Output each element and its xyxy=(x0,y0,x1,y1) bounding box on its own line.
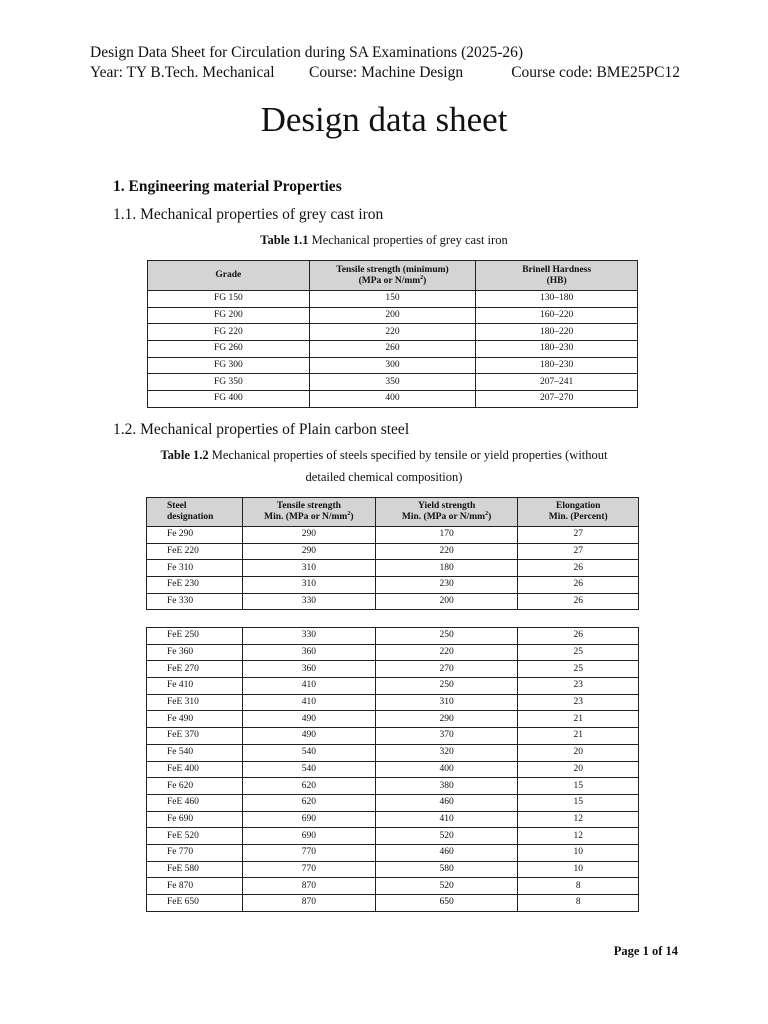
table-1-2-caption-line2: detailed chemical composition) xyxy=(305,470,463,484)
table-cell: Fe 490 xyxy=(147,711,243,728)
table-cell: 250 xyxy=(375,678,518,695)
table-row xyxy=(147,861,639,878)
table-cell: 370 xyxy=(375,728,518,745)
table-cell: 690 xyxy=(242,811,375,828)
header-tensile-label: Tensile strength xyxy=(276,501,341,511)
header-elongation-label: Elongation xyxy=(556,501,601,511)
table-row xyxy=(147,543,639,560)
table-cell: 15 xyxy=(518,778,639,795)
table-cell: FeE 400 xyxy=(147,761,243,778)
table-row xyxy=(147,895,639,912)
table-cell: Fe 870 xyxy=(147,878,243,895)
table-1-2-caption-text: Mechanical properties of steels specified by tensile or yield properties (without xyxy=(208,448,608,462)
table-cell: 410 xyxy=(375,811,518,828)
table-header-row xyxy=(147,498,639,527)
table-row xyxy=(147,761,639,778)
table-cell: Fe 540 xyxy=(147,744,243,761)
carbon-steel-table-part-2 xyxy=(146,627,639,912)
table-cell: 25 xyxy=(518,644,639,661)
header-tensile-unit-sup: 2 xyxy=(347,510,351,517)
table-cell: FG 400 xyxy=(148,391,310,408)
header-yield-strength xyxy=(375,498,518,527)
table-row xyxy=(148,357,638,374)
table-cell: 25 xyxy=(518,661,639,678)
table-cell: 180–230 xyxy=(476,341,638,358)
table-cell: 260 xyxy=(309,341,476,358)
table-row xyxy=(148,391,638,408)
header-grade xyxy=(148,261,310,291)
table-cell: 220 xyxy=(375,543,518,560)
table-row xyxy=(147,661,639,678)
table-cell: 130–180 xyxy=(476,291,638,308)
table-cell: 520 xyxy=(375,828,518,845)
table-cell: 26 xyxy=(518,560,639,577)
table-cell: 310 xyxy=(242,560,375,577)
table-row xyxy=(148,291,638,308)
table-cell: 460 xyxy=(375,844,518,861)
table-1-2-caption xyxy=(0,444,768,488)
table-cell: 170 xyxy=(375,527,518,544)
table-cell: 360 xyxy=(242,644,375,661)
header-tensile-label: Tensile strength (minimum) xyxy=(336,264,449,275)
table-cell: 26 xyxy=(518,577,639,594)
table-row xyxy=(147,778,639,795)
table-cell: 360 xyxy=(242,661,375,678)
table-cell: 27 xyxy=(518,543,639,560)
header-tensile-unit: (MPa or N/mm xyxy=(358,275,421,286)
table-cell: Fe 310 xyxy=(147,560,243,577)
table-cell: 300 xyxy=(309,357,476,374)
table-cell: 8 xyxy=(518,878,639,895)
table-row xyxy=(148,324,638,341)
table-cell: 8 xyxy=(518,895,639,912)
table-1-1-caption-text: Mechanical properties of grey cast iron xyxy=(308,233,508,247)
table-row xyxy=(147,878,639,895)
table-cell: 330 xyxy=(242,593,375,610)
table-cell: 15 xyxy=(518,794,639,811)
page-number: Page 1 of 14 xyxy=(613,944,678,958)
table-cell: Fe 690 xyxy=(147,811,243,828)
table-cell: FeE 460 xyxy=(147,794,243,811)
table-cell: FeE 230 xyxy=(147,577,243,594)
table-cell: 290 xyxy=(242,527,375,544)
table-cell: 150 xyxy=(309,291,476,308)
table-cell: 460 xyxy=(375,794,518,811)
table-cell: 330 xyxy=(242,628,375,645)
table-row xyxy=(148,374,638,391)
table-row xyxy=(147,844,639,861)
table-cell: 160–220 xyxy=(476,307,638,324)
carbon-steel-table-part-1 xyxy=(146,497,639,610)
table-row xyxy=(147,811,639,828)
table-cell: 400 xyxy=(375,761,518,778)
table-row xyxy=(147,560,639,577)
header-year: Year: TY B.Tech. Mechanical xyxy=(90,64,275,81)
table-cell: 12 xyxy=(518,828,639,845)
table-cell: 350 xyxy=(309,374,476,391)
table-cell: 400 xyxy=(309,391,476,408)
header-brinell-label: Brinell Hardness xyxy=(522,264,592,275)
table-cell: 21 xyxy=(518,711,639,728)
header-course: Course: Machine Design xyxy=(309,64,464,81)
table-cell: FeE 310 xyxy=(147,694,243,711)
table-cell: FeE 520 xyxy=(147,828,243,845)
table-cell: 207–270 xyxy=(476,391,638,408)
table-row xyxy=(147,678,639,695)
header-circulation-line: Design Data Sheet for Circulation during SA Examinations (2025-26) xyxy=(90,44,524,61)
table-cell: 620 xyxy=(242,778,375,795)
table-cell: 410 xyxy=(242,694,375,711)
table-cell: 380 xyxy=(375,778,518,795)
table-cell: 27 xyxy=(518,527,639,544)
table-row xyxy=(147,728,639,745)
table-cell: Fe 290 xyxy=(147,527,243,544)
table-cell: 200 xyxy=(309,307,476,324)
header-brinell-hardness xyxy=(476,261,638,291)
table-cell: FG 300 xyxy=(148,357,310,374)
table-cell: 310 xyxy=(242,577,375,594)
table-cell: Fe 330 xyxy=(147,593,243,610)
header-tensile-unit-sup: 2 xyxy=(420,274,424,281)
header-course-code: Course code: BME25PC12 xyxy=(511,64,680,81)
table-cell: 540 xyxy=(242,744,375,761)
table-cell: 10 xyxy=(518,861,639,878)
header-steel-label-2: designation xyxy=(167,512,214,522)
table-cell: 520 xyxy=(375,878,518,895)
header-course-line xyxy=(90,64,680,84)
table-cell: 290 xyxy=(375,711,518,728)
table-cell: 620 xyxy=(242,794,375,811)
section-heading-1: 1. Engineering material Properties xyxy=(113,178,342,195)
table-cell: FeE 580 xyxy=(147,861,243,878)
table-cell: 180–230 xyxy=(476,357,638,374)
table-cell: FeE 220 xyxy=(147,543,243,560)
carbon-steel-table-part-2-body xyxy=(147,628,639,912)
table-cell: FeE 250 xyxy=(147,628,243,645)
table-cell: 10 xyxy=(518,844,639,861)
table-cell: 410 xyxy=(242,678,375,695)
table-cell: FG 220 xyxy=(148,324,310,341)
table-cell: 690 xyxy=(242,828,375,845)
table-cell: Fe 620 xyxy=(147,778,243,795)
table-row xyxy=(147,628,639,645)
subsection-heading-1-1: 1.1. Mechanical properties of grey cast iron xyxy=(113,206,384,223)
table-cell: FeE 650 xyxy=(147,895,243,912)
header-brinell-unit: (HB) xyxy=(546,275,567,286)
page-title: Design data sheet xyxy=(260,100,508,139)
table-cell: Fe 770 xyxy=(147,844,243,861)
table-cell: 540 xyxy=(242,761,375,778)
table-cell: 220 xyxy=(375,644,518,661)
header-tensile-strength xyxy=(242,498,375,527)
header-elongation-unit: Min. (Percent) xyxy=(548,512,608,522)
table-row xyxy=(147,711,639,728)
table-cell: 20 xyxy=(518,761,639,778)
table-cell: 650 xyxy=(375,895,518,912)
table-cell: Fe 410 xyxy=(147,678,243,695)
table-cell: FG 260 xyxy=(148,341,310,358)
table-header-row xyxy=(148,261,638,291)
table-row xyxy=(147,593,639,610)
table-row xyxy=(147,577,639,594)
table-cell: FeE 270 xyxy=(147,661,243,678)
table-cell: FG 200 xyxy=(148,307,310,324)
table-cell: 180 xyxy=(375,560,518,577)
table-cell: FeE 370 xyxy=(147,728,243,745)
table-cell: 26 xyxy=(518,593,639,610)
table-cell: 230 xyxy=(375,577,518,594)
table-cell: 290 xyxy=(242,543,375,560)
table-row xyxy=(147,744,639,761)
table-cell: 23 xyxy=(518,678,639,695)
table-row xyxy=(147,527,639,544)
table-row xyxy=(147,794,639,811)
header-yield-unit: Min. (MPa or N/mm xyxy=(401,512,486,522)
table-cell: FG 350 xyxy=(148,374,310,391)
carbon-steel-table-part-1-body xyxy=(147,527,639,610)
header-yield-unit-sup: 2 xyxy=(485,510,489,517)
table-cell: 310 xyxy=(375,694,518,711)
table-cell: 490 xyxy=(242,728,375,745)
header-tensile-unit: Min. (MPa or N/mm xyxy=(264,512,348,522)
table-cell: 770 xyxy=(242,844,375,861)
header-tensile-unit-end: ) xyxy=(350,512,354,522)
subsection-heading-1-2: 1.2. Mechanical properties of Plain carbon steel xyxy=(113,421,410,438)
table-row xyxy=(147,644,639,661)
header-elongation xyxy=(518,498,639,527)
table-cell: 200 xyxy=(375,593,518,610)
table-cell: 580 xyxy=(375,861,518,878)
table-cell: 20 xyxy=(518,744,639,761)
table-cell: 23 xyxy=(518,694,639,711)
table-cell: 180–220 xyxy=(476,324,638,341)
table-row xyxy=(148,341,638,358)
table-cell: 320 xyxy=(375,744,518,761)
grey-cast-iron-table-body xyxy=(148,291,638,408)
table-1-1-caption-label: Table 1.1 xyxy=(260,233,309,247)
table-row xyxy=(147,694,639,711)
table-cell: 207–241 xyxy=(476,374,638,391)
table-cell: 21 xyxy=(518,728,639,745)
table-1-1-caption xyxy=(0,229,768,251)
grey-cast-iron-table xyxy=(147,260,638,408)
table-row xyxy=(147,828,639,845)
table-cell: 870 xyxy=(242,895,375,912)
header-steel-designation xyxy=(147,498,243,527)
table-cell: 870 xyxy=(242,878,375,895)
header-grade-label: Grade xyxy=(215,270,242,280)
header-tensile-unit-end: ) xyxy=(423,275,427,286)
table-cell: 250 xyxy=(375,628,518,645)
header-yield-label: Yield strength xyxy=(417,501,476,511)
table-cell: FG 150 xyxy=(148,291,310,308)
table-cell: 490 xyxy=(242,711,375,728)
table-cell: Fe 360 xyxy=(147,644,243,661)
header-yield-unit-end: ) xyxy=(488,512,492,522)
header-tensile-strength xyxy=(309,261,476,291)
table-cell: 270 xyxy=(375,661,518,678)
table-row xyxy=(148,307,638,324)
table-cell: 12 xyxy=(518,811,639,828)
table-cell: 26 xyxy=(518,628,639,645)
table-1-2-caption-label: Table 1.2 xyxy=(160,448,209,462)
header-steel-label: Steel xyxy=(167,501,187,511)
table-cell: 770 xyxy=(242,861,375,878)
table-cell: 220 xyxy=(309,324,476,341)
